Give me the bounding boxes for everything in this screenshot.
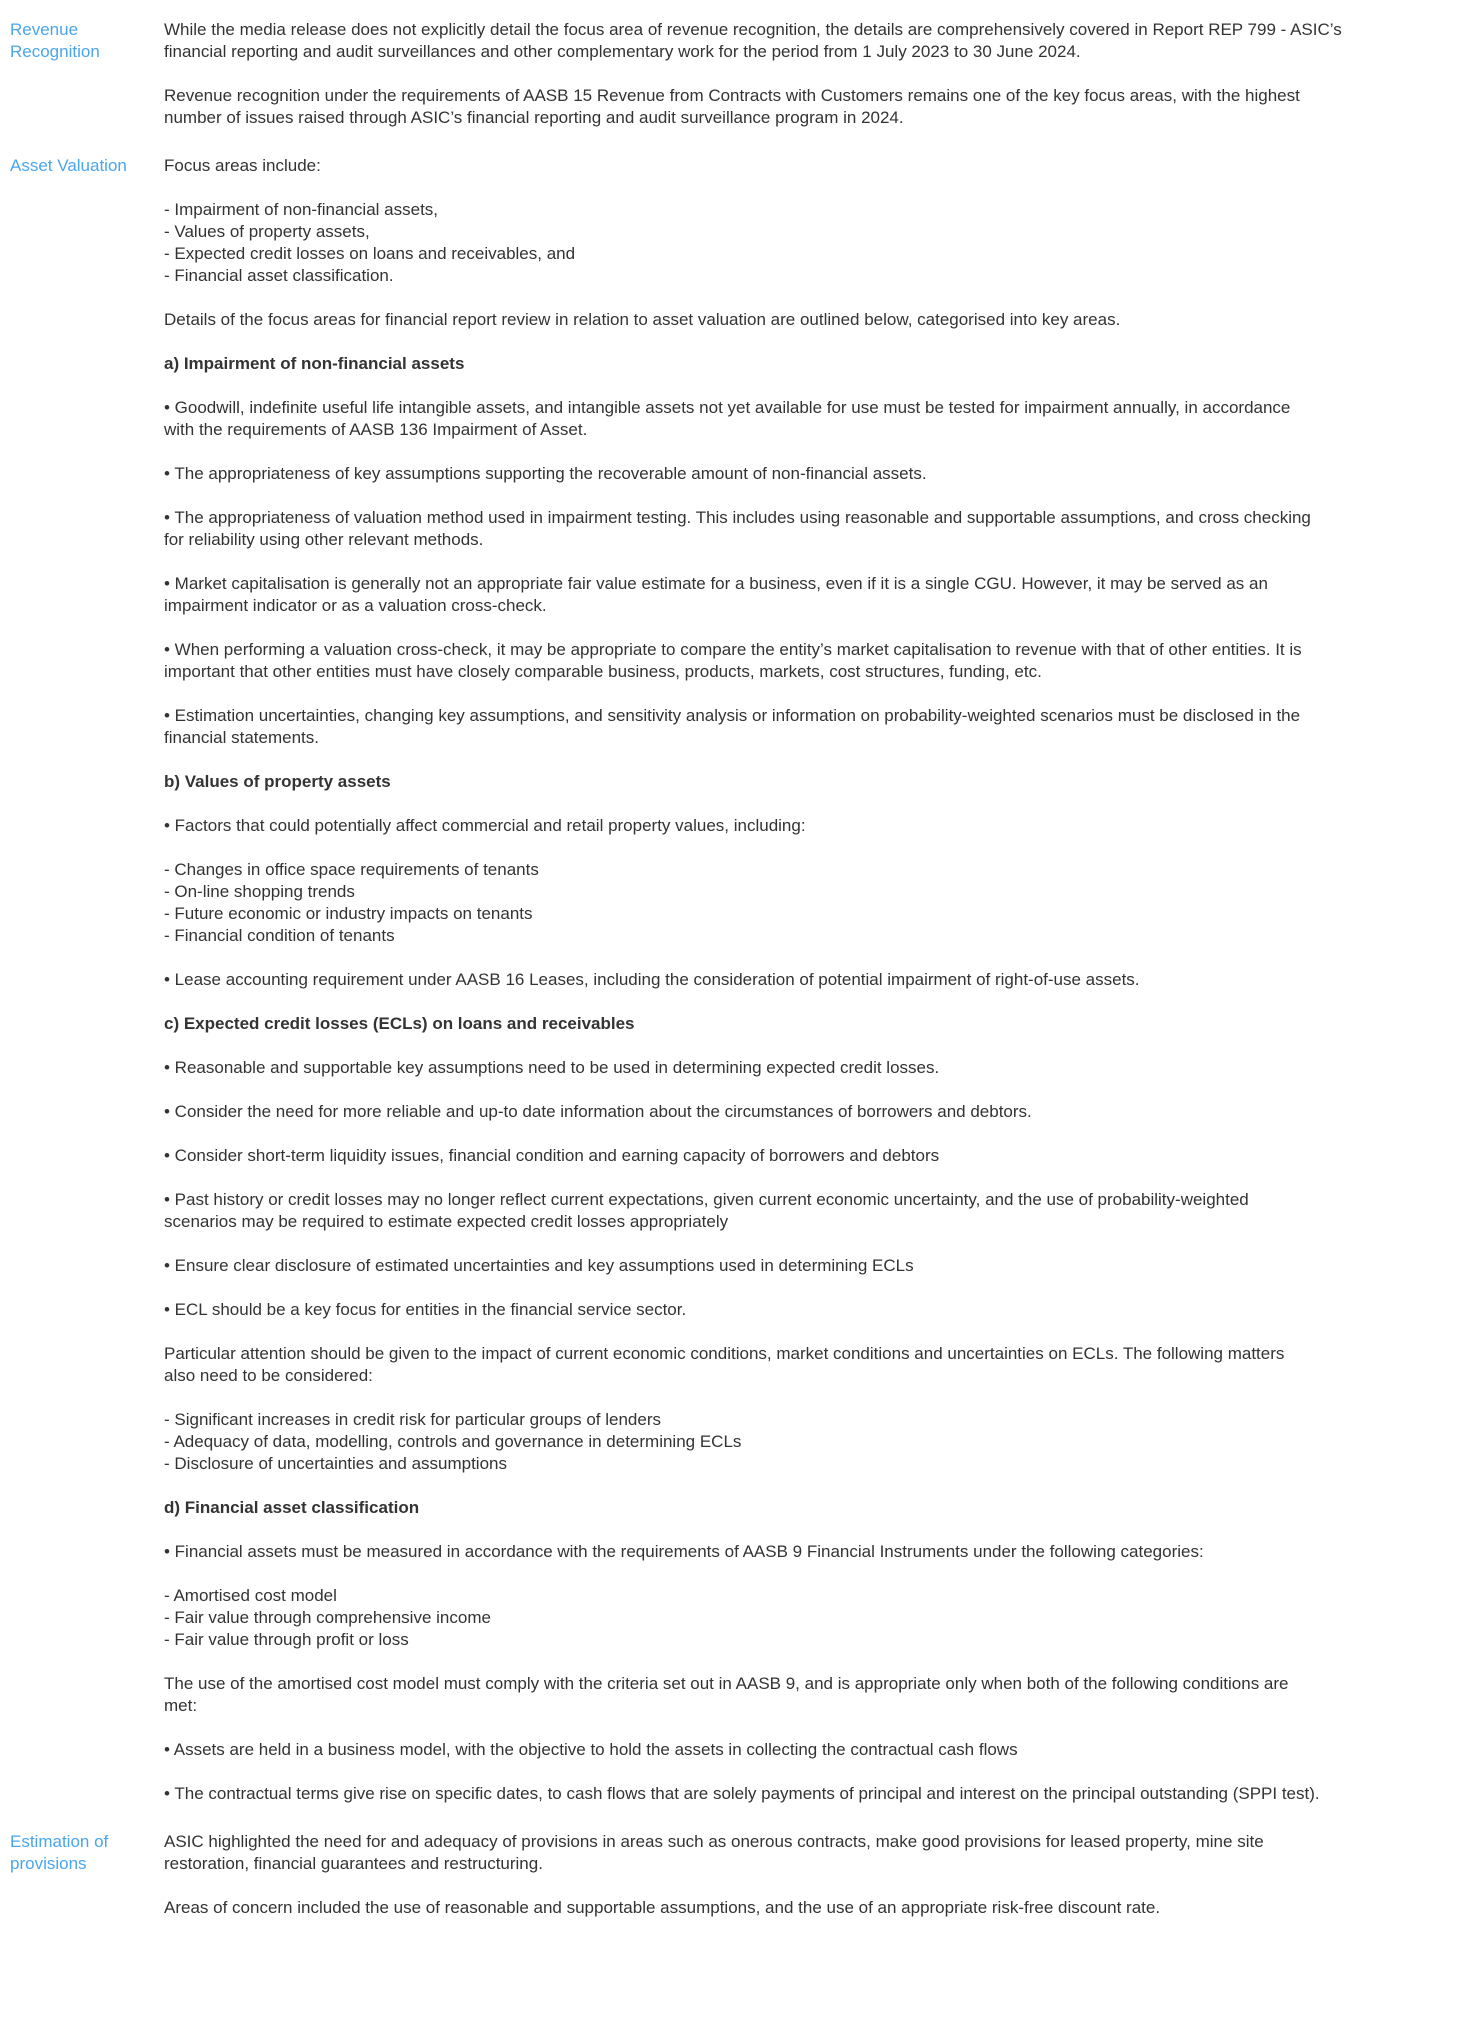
list-item: - Expected credit losses on loans and receivables, and [164,244,576,263]
bullet-point [164,397,1450,441]
text-line: Particular attention should be given to the impact of current economic conditions, market conditions and uncertainties on ECLs. The following matters [164,1344,1285,1363]
text-line: b) Values of property assets [164,772,391,791]
text-line: • Estimation uncertainties, changing key assumptions, and sensitivity analysis or information on probability-weighted scenarios must be disclosed in the [164,706,1301,725]
list-item: - Values of property assets, [164,222,370,241]
list-item: - Fair value through comprehensive income [164,1608,491,1627]
text-line: • Past history or credit losses may no longer reflect current expectations, given current economic uncertainty, and the use of probability-weighted [164,1190,1249,1209]
focus-area-section [0,1831,1464,1919]
subheading [164,1497,1450,1519]
section-body [164,1831,1450,1919]
text-line: c) Expected credit losses (ECLs) on loans and receivables [164,1014,635,1033]
list-item: - Financial asset classification. [164,266,394,285]
bullet-point [164,1255,1450,1277]
text-line: • ECL should be a key focus for entities in the financial service sector. [164,1300,687,1319]
bullet-point [164,1299,1450,1321]
focus-area-section [0,19,1464,129]
text-line: • Consider the need for more reliable and up-to date information about the circumstances of borrowers and debtors. [164,1102,1032,1121]
section-body [164,19,1450,129]
subheading [164,1013,1450,1035]
paragraph [164,309,1450,331]
dash-list [164,199,1450,287]
text-line: • Financial assets must be measured in accordance with the requirements of AASB 9 Financial Instruments under the following categories: [164,1542,1204,1561]
section-label-line: provisions [10,1854,87,1873]
subheading [164,353,1450,375]
text-line: for reliability using other relevant methods. [164,530,484,549]
text-line: • The appropriateness of key assumptions supporting the recoverable amount of non-financial assets. [164,464,927,483]
section-label [0,19,164,63]
bullet-point [164,573,1450,617]
paragraph [164,1673,1450,1717]
bullet-point [164,705,1450,749]
text-line: a) Impairment of non-financial assets [164,354,465,373]
bullet-point [164,1783,1450,1805]
focus-area-section [0,155,1464,1805]
text-line: • The contractual terms give rise on specific dates, to cash flows that are solely payments of principal and interest on the principal outstanding (SPPI test). [164,1784,1320,1803]
bullet-point [164,969,1450,991]
text-line: scenarios may be required to estimate expected credit losses appropriately [164,1212,729,1231]
text-line: • Ensure clear disclosure of estimated uncertainties and key assumptions used in determining ECLs [164,1256,914,1275]
dash-list [164,859,1450,947]
subheading [164,771,1450,793]
bullet-point [164,463,1450,485]
section-label [0,155,164,177]
text-line: • Reasonable and supportable key assumptions need to be used in determining expected credit losses. [164,1058,940,1077]
list-item: - On-line shopping trends [164,882,355,901]
bullet-point [164,1057,1450,1079]
list-item: - Adequacy of data, modelling, controls and governance in determining ECLs [164,1432,742,1451]
text-line: • Goodwill, indefinite useful life intangible assets, and intangible assets not yet available for use must be tested for impairment annually, in accordance [164,398,1291,417]
text-line: • Lease accounting requirement under AASB 16 Leases, including the consideration of potential impairment of right-of-use assets. [164,970,1140,989]
list-item: - Changes in office space requirements of tenants [164,860,539,879]
text-line: financial statements. [164,728,319,747]
text-line: While the media release does not explicitly detail the focus area of revenue recognition, the details are comprehensively covered in Report REP 799 - ASIC’s [164,20,1342,39]
paragraph [164,1831,1450,1875]
text-line: restoration, financial guarantees and restructuring. [164,1854,543,1873]
bullet-point [164,1739,1450,1761]
text-line: Focus areas include: [164,156,321,175]
bullet-point [164,815,1450,837]
paragraph [164,19,1450,63]
section-label-line: Asset Valuation [10,156,127,175]
list-item: - Disclosure of uncertainties and assumptions [164,1454,507,1473]
bullet-point [164,1101,1450,1123]
text-line: Details of the focus areas for financial report review in relation to asset valuation are outlined below, categorised into key areas. [164,310,1121,329]
text-line: ASIC highlighted the need for and adequacy of provisions in areas such as onerous contracts, make good provisions for leased property, mine site [164,1832,1264,1851]
section-body [164,155,1450,1805]
text-line: important that other entities must have closely comparable business, products, markets, cost structures, funding, etc. [164,662,1042,681]
list-item: - Fair value through profit or loss [164,1630,409,1649]
section-label-line: Recognition [10,42,100,61]
text-line: also need to be considered: [164,1366,373,1385]
text-line: • Factors that could potentially affect commercial and retail property values, including: [164,816,806,835]
text-line: • Assets are held in a business model, with the objective to hold the assets in collecting the contractual cash flows [164,1740,1018,1759]
bullet-point [164,639,1450,683]
paragraph [164,1343,1450,1387]
text-line: impairment indicator or as a valuation cross-check. [164,596,547,615]
text-line: • The appropriateness of valuation method used in impairment testing. This includes using reasonable and supportable assumptions, and cross checking [164,508,1311,527]
bullet-point [164,1541,1450,1563]
paragraph [164,85,1450,129]
section-label [0,1831,164,1875]
text-line: • Market capitalisation is generally not an appropriate fair value estimate for a business, even if it is a single CGU. However, it may be served as an [164,574,1268,593]
list-item: - Future economic or industry impacts on tenants [164,904,533,923]
list-item: - Amortised cost model [164,1586,337,1605]
text-line: financial reporting and audit surveillances and other complementary work for the period from 1 July 2023 to 30 June 2024. [164,42,1081,61]
list-item: - Significant increases in credit risk for particular groups of lenders [164,1410,661,1429]
text-line: Revenue recognition under the requirements of AASB 15 Revenue from Contracts with Customers remains one of the key focus areas, with the highest [164,86,1300,105]
dash-list [164,1585,1450,1651]
bullet-point [164,1189,1450,1233]
section-label-line: Revenue [10,20,79,39]
bullet-point [164,507,1450,551]
list-item: - Impairment of non-financial assets, [164,200,439,219]
paragraph [164,1897,1450,1919]
text-line: The use of the amortised cost model must comply with the criteria set out in AASB 9, and is appropriate only when both of the following conditions are [164,1674,1289,1693]
section-label-line: Estimation of [10,1832,109,1851]
dash-list [164,1409,1450,1475]
list-item: - Financial condition of tenants [164,926,395,945]
bullet-point [164,1145,1450,1167]
text-line: number of issues raised through ASIC’s financial reporting and audit surveillance program in 2024. [164,108,904,127]
paragraph [164,155,1450,177]
text-line: • When performing a valuation cross-check, it may be appropriate to compare the entity’s market capitalisation to revenue with that of other entities. It is [164,640,1302,659]
text-line: met: [164,1696,198,1715]
text-line: with the requirements of AASB 136 Impairment of Asset. [164,420,588,439]
text-line: Areas of concern included the use of reasonable and supportable assumptions, and the use of an appropriate risk-free discount rate. [164,1898,1161,1917]
text-line: d) Financial asset classification [164,1498,420,1517]
text-line: • Consider short-term liquidity issues, financial condition and earning capacity of borrowers and debtors [164,1146,940,1165]
